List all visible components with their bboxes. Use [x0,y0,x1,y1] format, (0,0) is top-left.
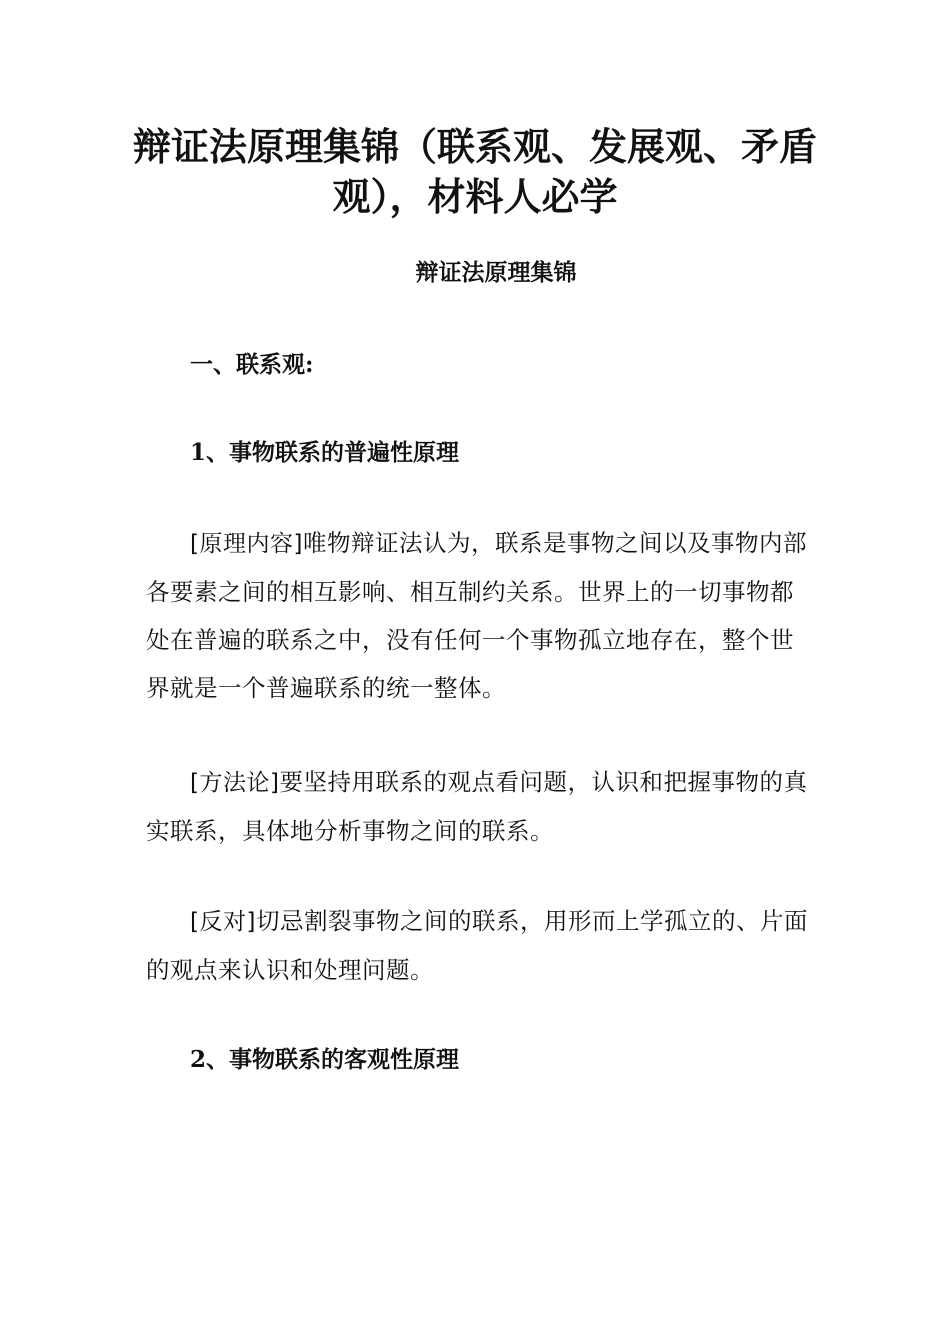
paragraph-oppose [146,897,810,994]
tag-principle-content: [原理内容] [190,531,303,557]
section-heading-connection: 一、联系观: [190,351,314,378]
item-heading-universality: 1、事物联系的普遍性原理 [190,439,460,466]
document-subtitle: 辩证法原理集锦 [415,259,577,286]
paragraph-methodology [146,758,810,855]
paragraph-principle-content-text: 唯物辩证法认为，联系是事物之间以及事物内部各要素之间的相互影响、相互制约关系。世界上的一切事物都处在普遍的联系之中，没有任何一个事物孤立地存在，整个世界就是一个普遍联系的统一整体。 [146,529,807,702]
item-heading-objectivity: 2、事物联系的客观性原理 [190,1046,460,1073]
document-title: 辩证法原理集锦（联系观、发展观、矛盾观），材料人必学 [132,124,817,219]
tag-oppose: [反对] [190,909,256,935]
paragraph-methodology-text: 要坚持用联系的观点看问题，认识和把握事物的真实联系，具体地分析事物之间的联系。 [146,768,808,845]
paragraph-principle-content [146,519,810,712]
paragraph-oppose-text: 切忌割裂事物之间的联系，用形而上学孤立的、片面的观点来认识和处理问题。 [146,907,808,984]
tag-methodology: [方法论] [190,770,280,796]
